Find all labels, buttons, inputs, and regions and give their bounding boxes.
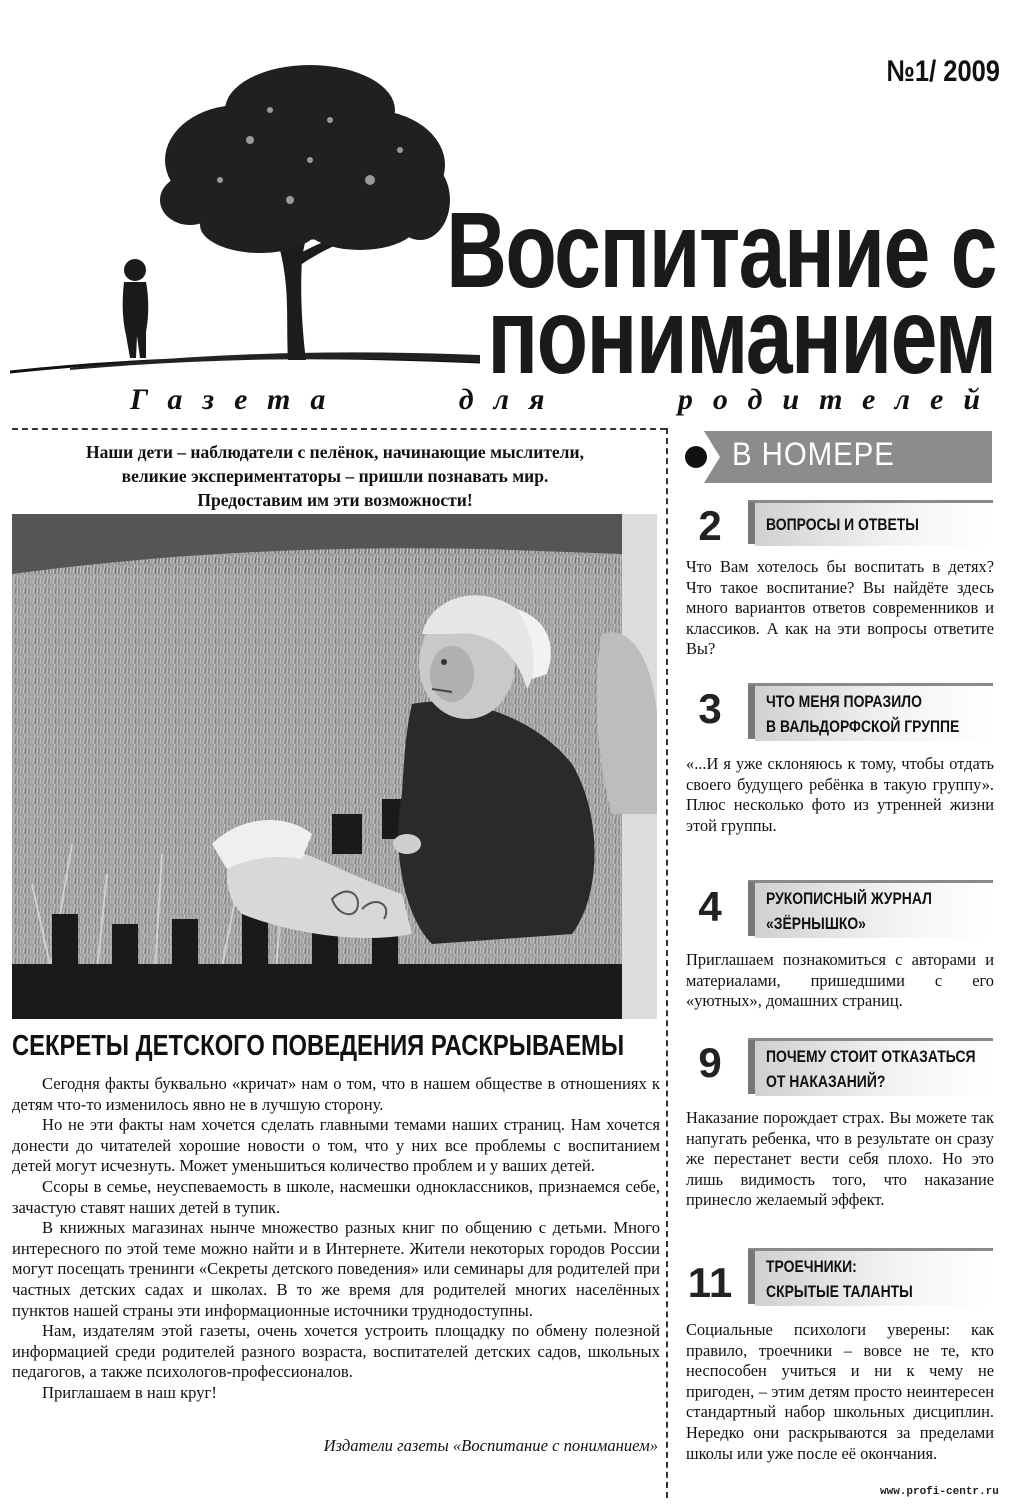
newspaper-subtitle: Газета для родителей [130,383,1000,416]
section-title-line-2: ОТ НАКАЗАНИЙ? [766,1072,886,1091]
tree-logo-illustration [10,50,490,380]
section-description: Социальные психологи уверены: как правило, троечники – вовсе не те, кто неспособен учиться и ни к чему не пригоден, – этим детям просто неинтересен стандартный набор школьных дисциплин. Нередко они раскрываются за пределами школы или уже после её окончания. [686,1320,994,1463]
website-credit: www.profi-centr.ru [880,1486,999,1498]
section-title-line-2: СКРЫТЫЕ ТАЛАНТЫ [766,1282,913,1301]
article-paragraph: Нам, издателям этой газеты, очень хочется устроить площадку по обмену полезной информацией среди родителей разного возраста, воспитателей детских садов, школьных педагогов, а также психологов-профессионалов. [12,1321,660,1382]
section-title-line-2: «ЗЁРНЫШКО» [766,914,866,933]
section-title-box [748,1038,993,1096]
article-paragraph: Но не эти факты нам хочется сделать главными темами наших страниц. Нам хочется донести до читателей хорошие новости о том, что у них все проблемы с воспитанием детей могут исчезнуть. Может уменьшиться количество проблем и у ваших детей. [12,1115,660,1176]
article-paragraph: Сегодня факты буквально «кричат» нам о том, что в нашем обществе в отношениях к детям что-то изменилось явно не в лучшую сторону. [12,1074,660,1114]
section-title-box [748,500,993,546]
article-headline: СЕКРЕТЫ ДЕТСКОГО ПОВЕДЕНИЯ РАСКРЫВАЕМЫ [12,1030,625,1062]
section-description: Что Вам хотелось бы воспитать в детях? Что такое воспитание? Вы найдёте здесь много вариантов ответов современников и классиков. А как на эти вопросы ответите Вы? [686,557,994,659]
article-paragraph: Приглашаем в наш круг! [42,1382,217,1402]
in-issue-heading: В НОМЕРЕ [732,436,895,472]
section-title [766,886,1012,936]
section-title [766,512,1012,537]
intro-line-1: Наши дети – наблюдатели с пелёнок, начинающие мыслители, [86,442,584,462]
intro-line-2: великие экспериментаторы – пришли познавать мир. [121,466,549,486]
section-title-line-1: ВОПРОСЫ И ОТВЕТЫ [766,515,919,534]
frame-top-divider [12,428,666,430]
section-title-box [748,683,993,741]
newspaper-title-line-1: Воспитание с [446,189,996,310]
section-title-box [748,1248,993,1306]
article-paragraph: В книжных магазинах нынче множество разных книг по общению с детьми. Много интересного по этой теме можно найти и в Интернете. Жители некоторых городов России могут посещать тренинги «Секреты детского поведения» или семинары для родителей при частных детских садах и школах. В то же время для родителей многих населённых пунктов нашей страны эти информационные источники труднодоступны. [12,1218,660,1320]
newspaper-title-line-2: пониманием [487,275,996,396]
section-page-number: 3 [698,685,722,732]
section-page-number: 9 [698,1039,722,1086]
section-description: Наказание порождает страх. Вы можете так напугать ребенка, что в результате он сразу же перестанет вести себя плохо. Но это лишь видимость того, что наказание принесло желаемый эффект. [686,1108,994,1210]
section-page-number: 2 [698,502,722,549]
frame-column-divider [666,428,668,1498]
issue-number: №1/ 2009 [886,55,1000,88]
intro-line-3: Предоставим им эти возможности! [197,490,473,510]
section-page-number: 4 [698,883,722,930]
section-title-line-1: ПОЧЕМУ СТОИТ ОТКАЗАТЬСЯ [766,1047,976,1066]
section-title [766,1254,1012,1304]
article-paragraph: Ссоры в семье, неуспеваемость в школе, насмешки одноклассников, признаемся себе, зачастую ставят наших детей в тупик. [12,1176,660,1217]
section-title-line-1: ЧТО МЕНЯ ПОРАЗИЛО [766,692,922,711]
section-title-line-1: РУКОПИСНЫЙ ЖУРНАЛ [766,889,932,908]
section-title [766,1044,1012,1094]
front-photo-girl-on-bench [12,514,657,1019]
section-page-number: 11 [687,1259,733,1306]
article-signature: Издатели газеты «Воспитание с пониманием» [323,1436,658,1455]
section-title-box [748,880,993,938]
article-body [12,1074,660,1404]
intro-block [20,440,650,512]
section-description: «...И я уже склоняюсь к тому, чтобы отдать своего будущего ребёнка в такую группу». Плюс несколько фото из утренней жизни этой группы. [686,754,994,835]
section-title [766,689,1012,739]
section-title-line-1: ТРОЕЧНИКИ: [766,1257,857,1276]
section-title-line-2: В ВАЛЬДОРФСКОЙ ГРУППЕ [766,717,960,736]
section-description: Приглашаем познакомиться с авторами и материалами, пришедшими с его «уютных», домашних страниц. [686,950,994,1011]
